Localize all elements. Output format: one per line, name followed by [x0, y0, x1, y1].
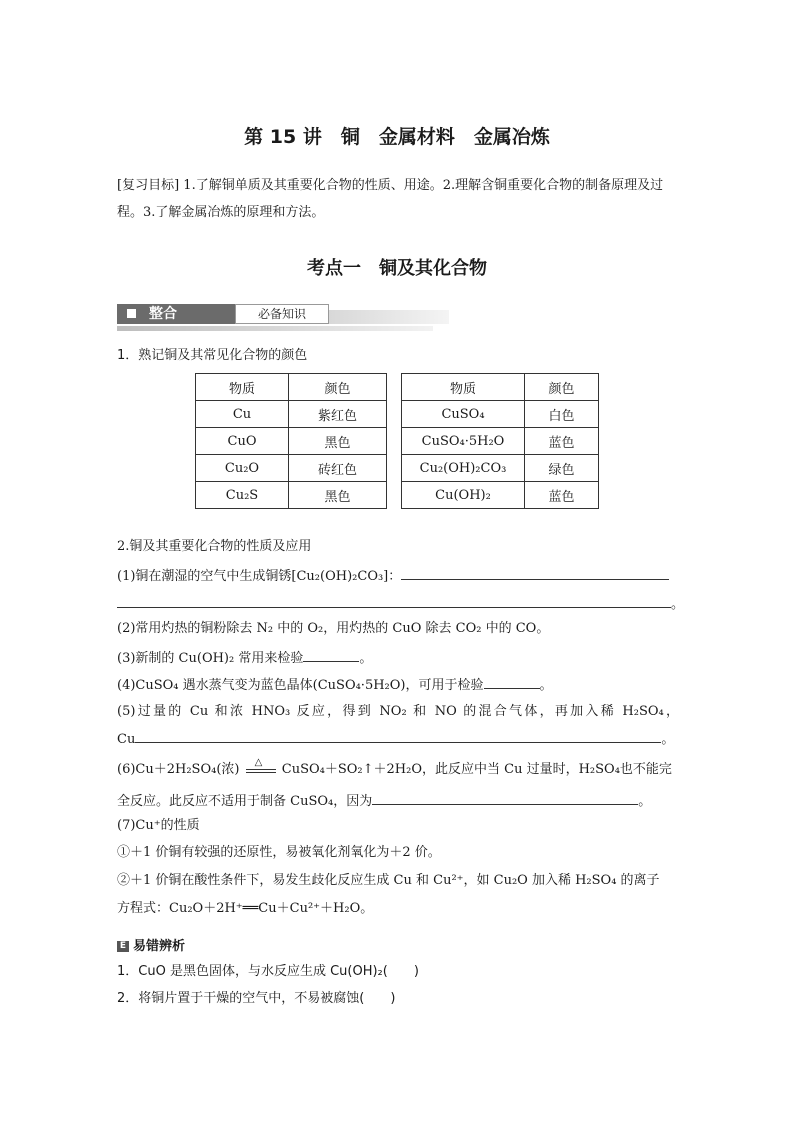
- table-cell: 黑色: [289, 482, 387, 509]
- table-cell: Cu₂S: [196, 482, 289, 509]
- table-cell: 蓝色: [525, 482, 599, 509]
- table-cell: 紫红色: [289, 401, 387, 428]
- table-header: 物质: [402, 374, 525, 401]
- table-cell: 黑色: [289, 428, 387, 455]
- para-1-cont: [117, 593, 684, 615]
- section-banner: [117, 304, 433, 328]
- banner-tab: 必备知识: [235, 304, 329, 324]
- para-5-cont: [117, 728, 674, 750]
- banner-main-label: 整合: [149, 306, 177, 322]
- section-title: 考点一 铜及其化合物: [307, 258, 487, 279]
- heat-condition: △: [254, 756, 263, 768]
- para-7-1: ①＋1 价铜有较强的还原性，易被氧化剂氧化为＋2 价。: [117, 845, 441, 860]
- equals-line-top: [246, 769, 276, 770]
- table-row: [402, 401, 599, 428]
- table-header: 颜色: [289, 374, 387, 401]
- error-title: 易错辨析: [133, 939, 186, 954]
- error-item-2: 2．将铜片置于干燥的空气中，不易被腐蚀( ): [117, 991, 396, 1006]
- table-row: [402, 482, 599, 509]
- para-6-cont: [117, 790, 651, 812]
- review-goal-label: [复习目标]: [117, 178, 180, 193]
- table-cell: Cu(OH)₂: [402, 482, 525, 509]
- para-1-text: (1)铜在潮湿的空气中生成铜锈[Cu₂(OH)₂CO₃]：: [117, 569, 402, 584]
- banner-main: [117, 304, 235, 324]
- e-icon: E: [117, 941, 129, 952]
- para-3-text: (3)新制的 Cu(OH)₂ 常用来检验: [117, 651, 304, 666]
- para-3: [117, 647, 372, 669]
- para-5-cu: Cu: [117, 732, 136, 747]
- para-4-text: (4)CuSO₄ 遇水蒸气变为蓝色晶体(CuSO₄·5H₂O)，可用于检验: [117, 678, 484, 693]
- para-6: [117, 756, 679, 780]
- page-title: 第 15 讲 铜 金属材料 金属冶炼: [244, 126, 550, 148]
- para-3-end: 。: [359, 651, 373, 666]
- review-goal: [117, 172, 679, 226]
- table-row: [196, 374, 387, 401]
- table-cell: 绿色: [525, 455, 599, 482]
- para-6-right: CuSO₄＋SO₂↑＋2H₂O，此反应中当 Cu 过量时，H₂SO₄也不能完: [281, 762, 672, 777]
- color-table-right: [401, 373, 599, 509]
- para-6-end: 。: [638, 794, 652, 809]
- para-1-end: 。: [671, 597, 685, 612]
- para-7-3: 方程式：Cu₂O＋2H⁺══Cu＋Cu²⁺＋H₂O。: [117, 901, 374, 916]
- table-cell: Cu: [196, 401, 289, 428]
- para-2: (2)常用灼热的铜粉除去 N₂ 中的 O₂，用灼热的 CuO 除去 CO₂ 中的 CO。: [117, 621, 550, 636]
- para-5-end: 。: [661, 732, 675, 747]
- color-table-left: [195, 373, 387, 509]
- para-6-text: 全反应。此反应不适用于制备 CuSO₄，因为: [117, 794, 373, 809]
- table-cell: CuSO₄: [402, 401, 525, 428]
- para-7-2: ②＋1 价铜在酸性条件下，易发生歧化反应生成 Cu 和 Cu²⁺，如 Cu₂O 加入稀 H₂SO₄ 的离子: [117, 873, 660, 888]
- square-icon: [127, 309, 136, 318]
- para-4-end: 。: [539, 678, 553, 693]
- table-cell: Cu₂(OH)₂CO₃: [402, 455, 525, 482]
- banner-shade: [329, 310, 449, 324]
- para-1: [117, 565, 669, 587]
- error-item-1: 1．CuO 是黑色固体，与水反应生成 Cu(OH)₂( ): [117, 964, 419, 979]
- table-row: [196, 401, 387, 428]
- table-cell: 砖红色: [289, 455, 387, 482]
- para-5: (5)过量的 Cu 和浓 HNO₃ 反应，得到 NO₂ 和 NO 的混合气体，再加入稀 H₂SO₄，: [117, 704, 679, 719]
- table-row: [402, 455, 599, 482]
- table-header: 颜色: [525, 374, 599, 401]
- table-row: [196, 455, 387, 482]
- table-cell: CuO: [196, 428, 289, 455]
- answer-blank: [484, 674, 540, 689]
- table-cell: Cu₂O: [196, 455, 289, 482]
- answer-blank: [372, 790, 638, 805]
- item2-heading: 2.铜及其重要化合物的性质及应用: [117, 539, 312, 554]
- table-row: [196, 428, 387, 455]
- item1-heading: 1．熟记铜及其常见化合物的颜色: [117, 348, 308, 363]
- table-row: [402, 428, 599, 455]
- equals-line-bottom: [246, 772, 276, 773]
- answer-blank: [303, 647, 359, 662]
- table-cell: 蓝色: [525, 428, 599, 455]
- table-cell: 白色: [525, 401, 599, 428]
- table-cell: CuSO₄·5H₂O: [402, 428, 525, 455]
- para-6-left: (6)Cu＋2H₂SO₄(浓): [117, 762, 240, 777]
- para-7: (7)Cu⁺的性质: [117, 818, 200, 833]
- reaction-arrow: [244, 756, 278, 777]
- review-goal-text: 1.了解铜单质及其重要化合物的性质、用途。2.理解含铜重要化合物的制备原理及过程。3.了解金属冶炼的原理和方法。: [117, 178, 664, 220]
- answer-blank: [135, 728, 661, 743]
- table-header: 物质: [196, 374, 289, 401]
- banner-underline: [117, 326, 433, 331]
- table-row: [196, 482, 387, 509]
- table-row: [402, 374, 599, 401]
- answer-blank: [117, 593, 671, 608]
- para-4: [117, 674, 553, 696]
- error-heading: [117, 935, 185, 954]
- answer-blank: [401, 565, 669, 580]
